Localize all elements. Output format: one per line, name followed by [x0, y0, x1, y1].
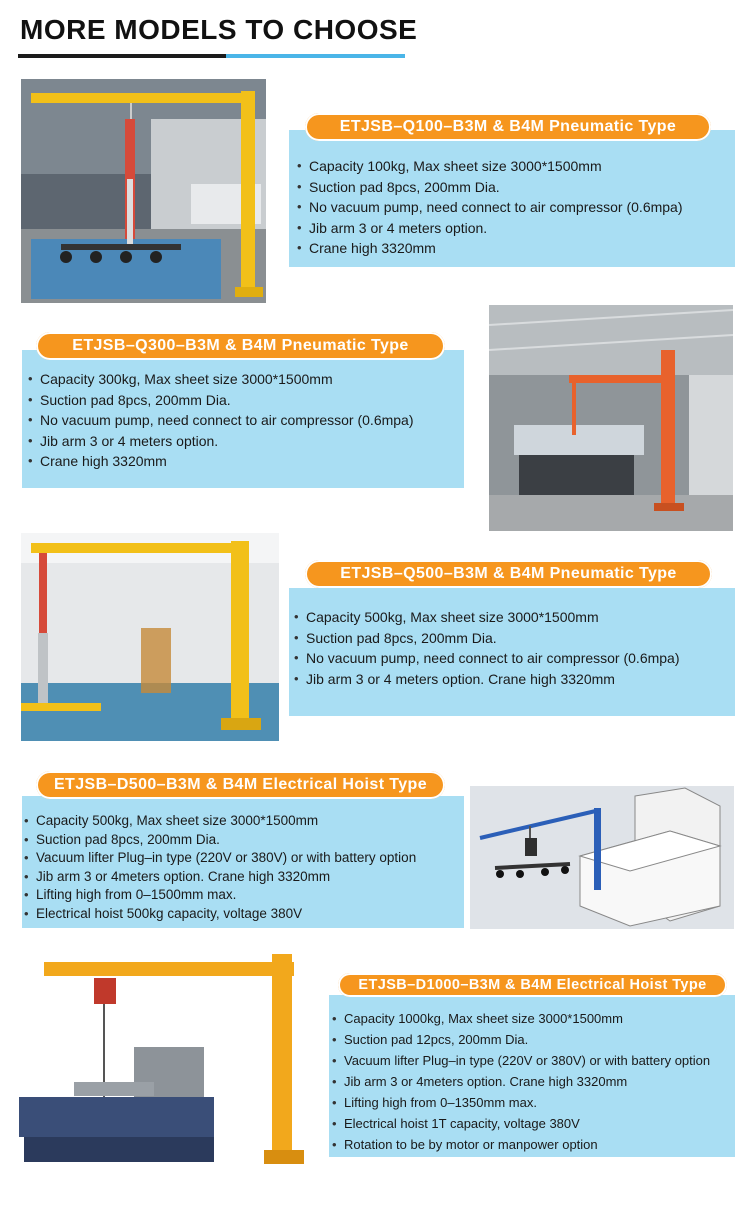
- spec-list-d500: [24, 812, 416, 923]
- spec-item: • Capacity 100kg, Max sheet size 3000*1500mm: [297, 156, 683, 177]
- spec-list-q300: [28, 369, 414, 472]
- spec-item: • Electrical hoist 500kg capacity, voltage 380V: [24, 905, 416, 924]
- spec-item: • No vacuum pump, need connect to air compressor (0.6mpa): [297, 197, 683, 218]
- spec-item: • Suction pad 8pcs, 200mm Dia.: [24, 831, 416, 850]
- product-photo-q100: [21, 79, 266, 303]
- spec-item: • Capacity 1000kg, Max sheet size 3000*1500mm: [332, 1008, 710, 1029]
- product-photo-q300: [489, 305, 733, 531]
- spec-item: • Rotation to be by motor or manpower option: [332, 1134, 710, 1155]
- spec-item: • Capacity 500kg, Max sheet size 3000*1500mm: [294, 607, 680, 628]
- spec-item: • Crane high 3320mm: [28, 451, 414, 472]
- spec-item: • Lifting high from 0–1500mm max.: [24, 886, 416, 905]
- spec-item: • Jib arm 3 or 4 meters option.: [28, 431, 414, 452]
- spec-item: • Capacity 500kg, Max sheet size 3000*1500mm: [24, 812, 416, 831]
- spec-item: • No vacuum pump, need connect to air compressor (0.6mpa): [294, 648, 680, 669]
- spec-item: • Suction pad 8pcs, 200mm Dia.: [294, 628, 680, 649]
- model-title-q500: ETJSB–Q500–B3M & B4M Pneumatic Type: [305, 560, 712, 588]
- spec-item: • Electrical hoist 1T capacity, voltage 380V: [332, 1113, 710, 1134]
- spec-item: • Jib arm 3 or 4meters option. Crane high 3320mm: [24, 868, 416, 887]
- page-title: MORE MODELS TO CHOOSE: [20, 14, 418, 45]
- spec-item: • Jib arm 3 or 4 meters option. Crane high 3320mm: [294, 669, 680, 690]
- spec-list-q500: [294, 607, 680, 689]
- model-title-d500: ETJSB–D500–B3M & B4M Electrical Hoist Type: [36, 771, 445, 799]
- spec-item: • Jib arm 3 or 4 meters option.: [297, 218, 683, 239]
- spec-list-d1000: [332, 1008, 710, 1155]
- spec-item: • No vacuum pump, need connect to air compressor (0.6mpa): [28, 410, 414, 431]
- model-title-q300: ETJSB–Q300–B3M & B4M Pneumatic Type: [36, 332, 445, 360]
- product-photo-q500: [21, 533, 279, 741]
- spec-item: • Suction pad 12pcs, 200mm Dia.: [332, 1029, 710, 1050]
- spec-item: • Jib arm 3 or 4meters option. Crane high 3320mm: [332, 1071, 710, 1092]
- spec-item: • Lifting high from 0–1350mm max.: [332, 1092, 710, 1113]
- model-title-d1000: ETJSB–D1000–B3M & B4M Electrical Hoist Type: [338, 973, 727, 997]
- spec-item: • Vacuum lifter Plug–in type (220V or 380V) or with battery option: [332, 1050, 710, 1071]
- model-title-q100: ETJSB–Q100–B3M & B4M Pneumatic Type: [305, 113, 711, 141]
- spec-item: • Suction pad 8pcs, 200mm Dia.: [28, 390, 414, 411]
- title-underline: [18, 54, 405, 58]
- spec-item: • Vacuum lifter Plug–in type (220V or 380V) or with battery option: [24, 849, 416, 868]
- product-render-d500: [470, 786, 734, 929]
- spec-item: • Capacity 300kg, Max sheet size 3000*1500mm: [28, 369, 414, 390]
- spec-list-q100: [297, 156, 683, 259]
- spec-item: • Crane high 3320mm: [297, 238, 683, 259]
- product-photo-d1000: [14, 952, 314, 1174]
- spec-item: • Suction pad 8pcs, 200mm Dia.: [297, 177, 683, 198]
